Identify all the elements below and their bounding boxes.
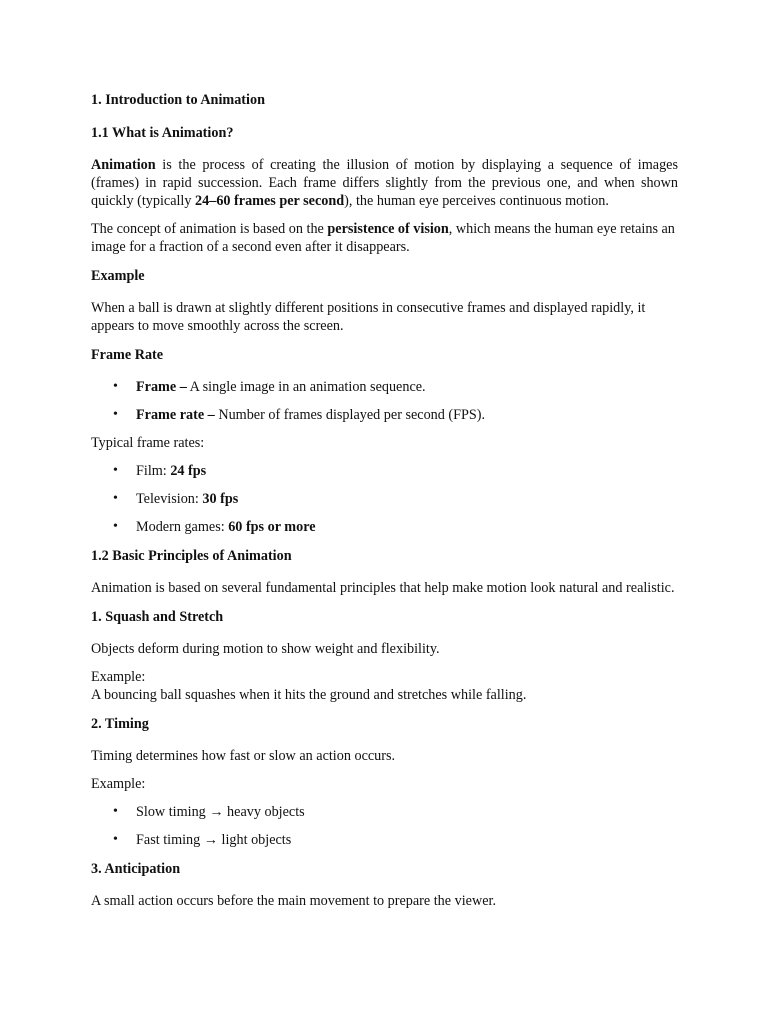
bullet-icon: • xyxy=(113,832,118,847)
example-heading: Example xyxy=(91,268,145,284)
bullet-icon: • xyxy=(113,407,118,422)
bold-persistence-of-vision: persistence of vision xyxy=(327,221,449,237)
subsection-heading-what-is-animation: 1.1 What is Animation? xyxy=(91,125,234,141)
bullet-icon: • xyxy=(113,491,118,506)
principle-heading-timing: 2. Timing xyxy=(91,716,149,732)
list-item xyxy=(91,518,678,536)
list-item-text: Slow timing → heavy objects xyxy=(136,804,305,820)
principle-heading-squash-stretch: 1. Squash and Stretch xyxy=(91,609,224,625)
paragraph-bouncing-ball: A bouncing ball squashes when it hits the ground and stretches while falling. xyxy=(91,687,527,703)
principle-heading-anticipation: 3. Anticipation xyxy=(91,861,181,877)
bullet-icon: • xyxy=(113,463,118,478)
list-item xyxy=(91,803,678,821)
paragraph-timing-description: Timing determines how fast or slow an action occurs. xyxy=(91,748,396,764)
paragraph-persistence-of-vision xyxy=(91,220,678,256)
bullet-icon: • xyxy=(113,379,118,394)
text-span: is the process of creating the illusion of motion by displaying a sequence of images (frames) in rapid succession. Each frame differs slightly from the previous one, and when shown quickly (typically xyxy=(91,157,678,209)
list-item-value: 60 fps or more xyxy=(228,519,316,535)
list-item-value: 30 fps xyxy=(202,491,239,507)
paragraph-squash-description: Objects deform during motion to show weight and flexibility. xyxy=(91,641,440,657)
list-item xyxy=(91,462,678,480)
example-label: Example: xyxy=(91,776,146,792)
example-label: Example: xyxy=(91,669,146,685)
list-item xyxy=(91,378,678,396)
section-heading-intro: 1. Introduction to Animation xyxy=(91,92,265,108)
paragraph-ball-example: When a ball is drawn at slightly different positions in consecutive frames and displayed rapidly, it appears to move smoothly across the screen. xyxy=(91,300,646,334)
list-item-value: 24 fps xyxy=(170,463,207,479)
list-item xyxy=(91,490,678,508)
list-item-label: Modern games: xyxy=(136,519,229,535)
paragraph-animation-definition xyxy=(91,156,678,210)
timing-examples-list xyxy=(91,803,678,849)
paragraph-anticipation-description: A small action occurs before the main movement to prepare the viewer. xyxy=(91,893,496,909)
paragraph-principles-intro: Animation is based on several fundamental principles that help make motion look natural and realistic. xyxy=(91,580,675,596)
text-span: ), the human eye perceives continuous motion. xyxy=(344,193,609,209)
list-item xyxy=(91,406,678,424)
text-span: The concept of animation is based on the xyxy=(91,221,328,237)
list-item-desc: A single image in an animation sequence. xyxy=(186,379,426,395)
list-item-text: Fast timing → light objects xyxy=(136,832,292,848)
frame-rates-list xyxy=(91,462,678,536)
bold-frames-per-second: 24–60 frames per second xyxy=(195,193,345,209)
bullet-icon: • xyxy=(113,519,118,534)
list-item xyxy=(91,831,678,849)
list-item-term: Frame – xyxy=(136,379,187,395)
bullet-icon: • xyxy=(113,804,118,819)
frame-definitions-list xyxy=(91,378,678,424)
text-span: , which means the human eye retains an image for a fraction of a second even after it disappears. xyxy=(91,221,675,255)
typical-frame-rates-label: Typical frame rates: xyxy=(91,435,205,451)
list-item-label: Television: xyxy=(136,491,203,507)
bold-term-animation: Animation xyxy=(91,157,156,173)
list-item-term: Frame rate – xyxy=(136,407,215,423)
list-item-label: Film: xyxy=(136,463,171,479)
subsection-heading-basic-principles: 1.2 Basic Principles of Animation xyxy=(91,548,292,564)
frame-rate-heading: Frame Rate xyxy=(91,347,164,363)
list-item-desc: Number of frames displayed per second (FPS). xyxy=(214,407,486,423)
document-page xyxy=(91,90,678,920)
